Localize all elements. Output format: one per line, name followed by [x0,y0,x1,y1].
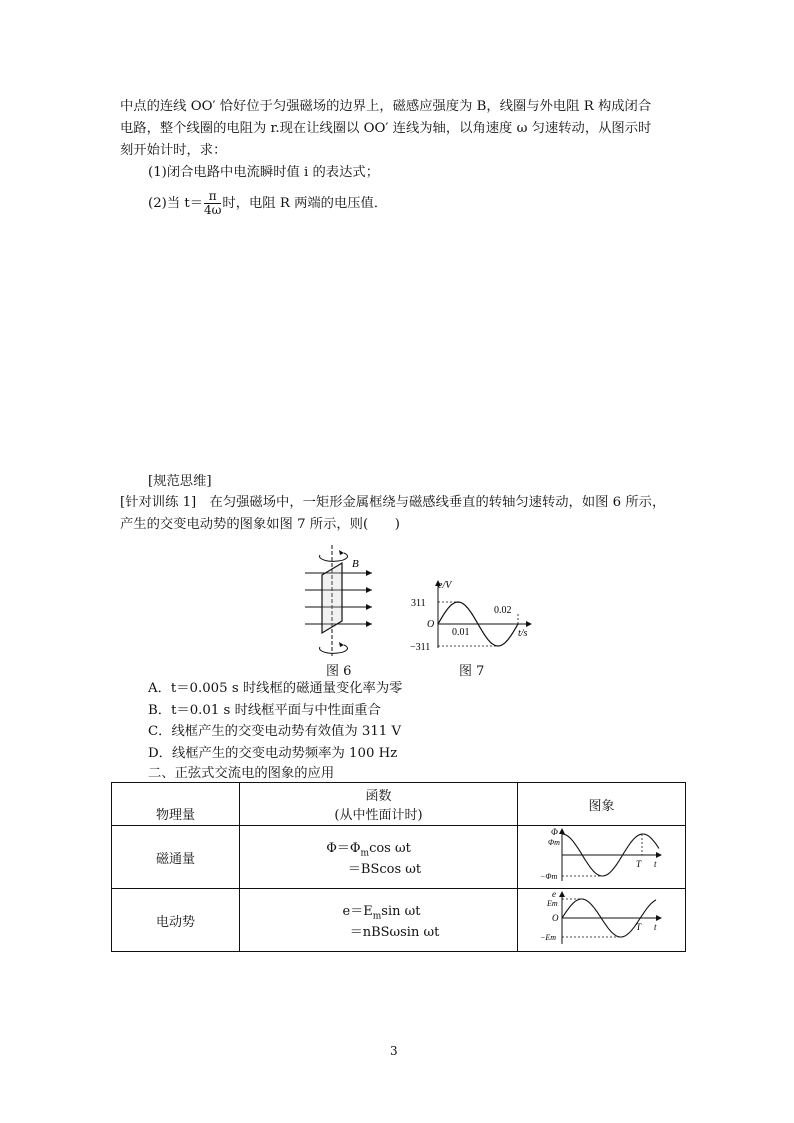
question-2 [148,190,387,217]
fraction-numerator: π [204,190,221,204]
fig7-ymin: −311 [410,642,431,653]
question-2-suffix: 时，电阻 R 两端的电压值． [222,196,388,211]
option-c: C．线框产生的交变电动势有效值为 311 V [148,724,402,739]
problem-line-3: 刻开始计时，求： [120,143,227,158]
option-d: D．线框产生的交变电动势频率为 100 Hz [148,746,398,761]
training-line-2: 产生的交变电动势的图象如图 7 所示，则( ) [120,517,400,532]
header-function-line1: 函数 [365,789,392,804]
fig7-origin: O [427,619,435,630]
emf-formula-sub: m [372,911,382,922]
flux-formula-line1 [240,837,517,859]
emf-formula-post: sin ωt [381,903,421,919]
fig7-caption: 图 7 [459,664,485,679]
g2-origin: O [551,913,558,923]
g2-ymax: Em [546,899,558,908]
fig7-xlabel: t/s [518,628,528,639]
g2-t: t [653,922,657,932]
question-2-prefix: (2)当 t＝ [148,196,203,211]
emf-formula-line1 [240,900,517,922]
row-emf-name: 电动势 [112,889,240,952]
fig7-t2: 0.02 [494,605,512,616]
figure-7 [410,578,535,653]
page-number: 3 [390,1044,398,1058]
fig7-ylabel: e/V [438,580,452,591]
option-b: B．t＝0.01 s 时线框平面与中性面重合 [148,703,381,718]
table-header-row [112,783,686,826]
flux-formula-sub: m [360,848,370,859]
emf-graph [538,890,666,946]
training-line-1: [针对训练 1] 在匀强磁场中，一矩形金属框绕与磁感线垂直的转轴匀速转动，如图 6 所示， [120,495,666,510]
emf-formula-pre: e＝E [342,903,373,919]
g1-ymin: −Φm [539,872,557,881]
fig7-ymax: 311 [411,598,426,609]
g2-ymin: −Em [539,933,556,942]
function-table [111,782,686,952]
flux-formula-line2: ＝BScos ωt [347,862,422,878]
g1-t: t [653,859,657,869]
g1-ymax: Φm [547,838,560,847]
row-emf-graph [518,889,686,952]
table-row [112,889,686,952]
row-emf-formula [240,889,518,952]
g1-ylabel: Φ [550,827,558,837]
g1-T: T [635,859,641,869]
option-a: A．t＝0.005 s 时线框的磁通量变化率为零 [148,681,403,696]
problem-line-1: 中点的连线 OO′ 恰好位于匀强磁场的边界上，磁感应强度为 B，线圈与外电阻 R 构成闭合 [120,99,652,114]
fraction [204,190,221,217]
row-flux-graph [518,826,686,889]
flux-formula-pre: Φ＝Φ [326,840,361,856]
figure-6 [300,543,380,658]
header-function [240,783,518,826]
header-function-line2: (从中性面计时) [334,808,423,823]
header-graph: 图象 [518,783,686,826]
problem-line-2: 电路，整个线圈的电阻为 r.现在让线圈以 OO′ 连线为轴，以角速度 ω 匀速转动，从图示时 [120,121,652,136]
fig6-label-b: B [352,558,359,570]
g2-ylabel: e [551,890,556,899]
fig7-t1: 0.01 [452,627,470,638]
section-label: [规范思维] [148,474,212,489]
g2-T: T [635,922,641,932]
heading-2: 二、正弦式交流电的图象的应用 [148,766,335,781]
row-flux-name: 磁通量 [112,826,240,889]
flux-formula-post: cos ωt [369,840,411,856]
emf-formula-line2: ＝nBSωsin ωt [349,925,440,941]
flux-graph [538,827,666,883]
fraction-denominator: 4ω [204,203,222,217]
question-1: (1)闭合电路中电流瞬时值 i 的表达式； [148,165,379,180]
fig6-caption: 图 6 [326,664,352,679]
table-row [112,826,686,889]
header-quantity: 物理量 [112,783,240,826]
row-flux-formula [240,826,518,889]
